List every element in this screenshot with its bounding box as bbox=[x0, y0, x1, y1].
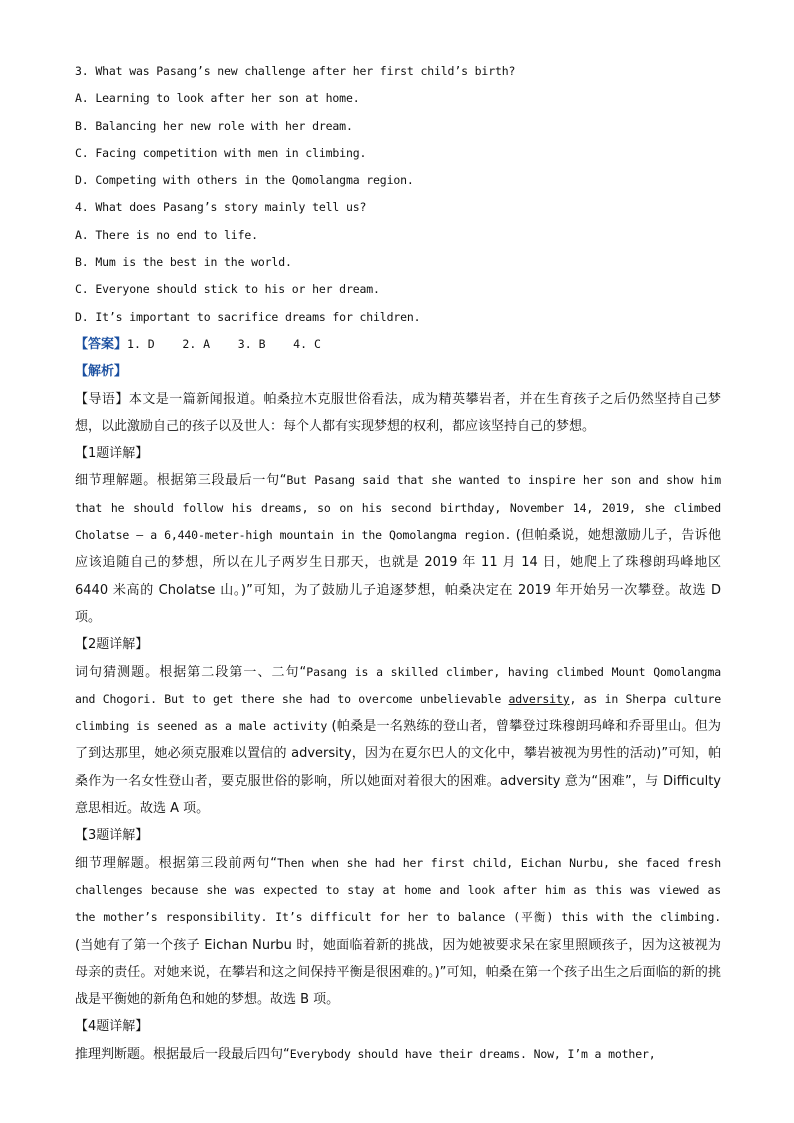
page-content bbox=[75, 58, 721, 1068]
detail-1-paragraph bbox=[75, 467, 721, 631]
question-3-option-d: D. Competing with others in the Qomolangma region. bbox=[75, 173, 414, 188]
question-4-option-d: D. It’s important to sacrifice dreams for children. bbox=[75, 309, 421, 324]
detail-3-paragraph bbox=[75, 850, 721, 1014]
detail-2-quote-part1: Pasang is a skilled climber, having climbed Mount Qomolangma and Chogori. But to get there she had to overcome unbelievable bbox=[75, 664, 721, 706]
answer-label: 【答案】 bbox=[75, 336, 128, 352]
guide-text: 本文是一篇新闻报道。帕桑拉木克服世俗看法，成为精英攀岩者，并在生育孩子之后仍然坚持自己梦想，以此激励自己的孩子以及世人：每个人都有实现梦想的权利，都应该坚持自己的梦想。 bbox=[75, 391, 721, 434]
detail-4-heading: 【4题详解】 bbox=[75, 1019, 149, 1035]
detail-1-intro: 细节理解题。根据第三段最后一句“ bbox=[75, 473, 287, 489]
detail-2-explanation: (帕桑是一名熟练的登山者，曾攀登过珠穆朗玛峰和乔哥里山。但为了到达那里，她必须克服难以置信的 adversity，因为在夏尔巴人的文化中，攀岩被视为男性的活动)”可知，帕桑作为一名女性登山者，要克服世俗的影响，所以她面对着很大的困难。adversity 意为“困难”，与 Difficulty 意思相近。故选 A 项。 bbox=[75, 719, 721, 817]
detail-2-paragraph bbox=[75, 659, 721, 823]
detail-2-quote-part2: , as in Sherpa culture climbing is seened as a male activity bbox=[75, 691, 721, 734]
question-4-option-a: A. There is no end to life. bbox=[75, 227, 258, 242]
question-3-option-c: C. Facing competition with men in climbing. bbox=[75, 145, 367, 160]
question-4-option-c: C. Everyone should stick to his or her dream. bbox=[75, 282, 380, 297]
detail-4-paragraph bbox=[75, 1041, 721, 1068]
analysis-label: 【解析】 bbox=[75, 364, 128, 380]
question-3-option-a: A. Learning to look after her son at home. bbox=[75, 91, 360, 106]
detail-3-intro: 细节理解题。根据第三段前两句“ bbox=[75, 855, 278, 871]
question-4-option-b: B. Mum is the best in the world. bbox=[75, 255, 292, 270]
detail-1-explanation: (但帕桑说，她想激励儿子，告诉他应该追随自己的梦想，所以在儿子两岁生日那天，也就是 2019 年 11 月 14 日，她爬上了珠穆朗玛峰地区 6440 米高的 Cholatse 山。)”可知，为了鼓励儿子追逐梦想，帕桑决定在 2019 年开始另一次攀登。故选 D 项。 bbox=[75, 528, 721, 625]
question-3-stem: 3. What was Pasang’s new challenge after her first child’s birth? bbox=[75, 64, 516, 78]
question-3-option-b: B. Balancing her new role with her dream. bbox=[75, 118, 353, 133]
answer-line bbox=[75, 331, 721, 358]
detail-3-quote: Then when she had her first child, Eichan Nurbu, she faced fresh challenges because she was expected to stay at home and look after him as this was viewed as the mother’s responsibility. It’s difficult for her to balance (平衡) this with the climbing. bbox=[75, 855, 721, 925]
detail-4-quote: Everybody should have their dreams. Now, I’m a mother, bbox=[289, 1046, 656, 1061]
detail-2-heading: 【2题详解】 bbox=[75, 637, 149, 653]
detail-3-heading: 【3题详解】 bbox=[75, 828, 149, 844]
question-4-stem: 4. What does Pasang’s story mainly tell us? bbox=[75, 200, 367, 215]
detail-2-intro: 词句猜测题。根据第二段第一、二句“ bbox=[75, 664, 307, 680]
answer-key: 1. D 2. A 3. B 4. C bbox=[127, 336, 321, 351]
guide-label: 【导语】 bbox=[75, 391, 129, 407]
analysis-heading bbox=[75, 358, 721, 385]
detail-1-quote: But Pasang said that she wanted to inspire her son and show him that he should follow his dreams, so on his second birthday, November 14, 2019, she climbed Cholatse — a 6,440-meter-high mountain in the Qomolangma region. bbox=[75, 473, 721, 543]
detail-1-heading: 【1题详解】 bbox=[75, 446, 149, 462]
detail-3-explanation: (当她有了第一个孩子 Eichan Nurbu 时，她面临着新的挑战，因为她被要求呆在家里照顾孩子，因为这被视为母亲的责任。对她来说，在攀岩和这之间保持平衡是很困难的。)”可知，帕桑在第一个孩子出生之后面临的新的挑战是平衡她的新角色和她的梦想。故选 B 项。 bbox=[75, 937, 721, 1008]
guide-paragraph bbox=[75, 386, 721, 441]
detail-4-intro: 推理判断题。根据最后一段最后四句“ bbox=[75, 1046, 290, 1062]
detail-2-underlined-word: adversity bbox=[508, 691, 570, 706]
